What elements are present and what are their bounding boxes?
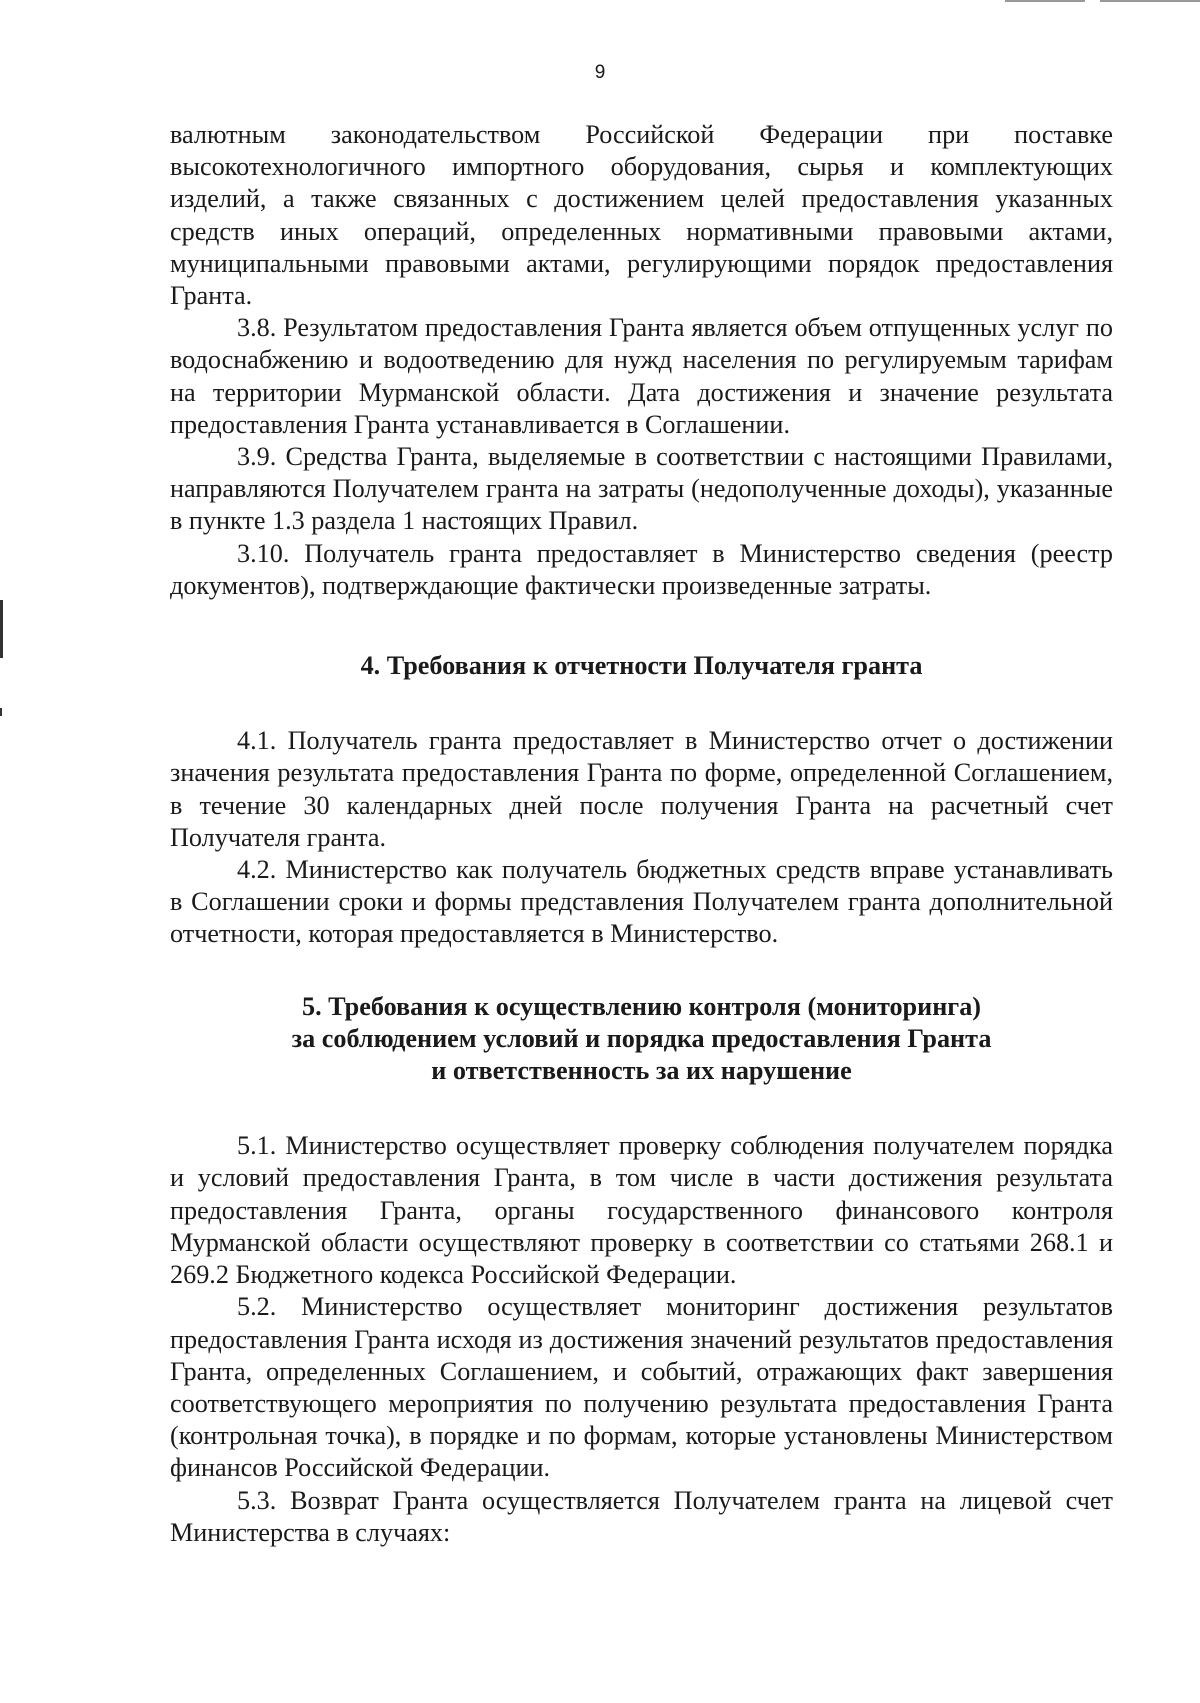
scan-artifact	[0, 600, 3, 658]
section-5-heading-line: и ответственность за их нарушение	[431, 1056, 852, 1086]
section-5-heading	[170, 991, 1113, 1088]
paragraph-continuation: валютным законодательством Российской Федерации при поставке высокотехнологичного импортного оборудования, сырья и комплектующих изделий, а также связанных с достижением целей предоставления указанных средств иных операций, определенных нормативными правовыми актами, муниципальными правовыми актами, регулирующими порядок предоставления Гранта.	[170, 120, 1113, 311]
paragraph-4-2: 4.2. Министерство как получатель бюджетных средств вправе устанавливать в Соглашении сроки и формы представления Получателем гранта дополнительной отчетности, которая предоставляется в Министерство.	[170, 855, 1113, 949]
paragraph-5-3: 5.3. Возврат Гранта осуществляется Получателем гранта на лицевой счет Министерства в случаях:	[170, 1485, 1113, 1547]
page-number: 9	[594, 62, 606, 83]
paragraph-3-10: 3.10. Получатель гранта предоставляет в Министерство сведения (реестр документов), подтверждающие фактически произведенные затраты.	[170, 538, 1113, 600]
document-body	[170, 119, 1113, 1549]
page-edge-mark	[1005, 0, 1085, 2]
section-4-heading: 4. Требования к отчетности Получателя гранта	[360, 651, 923, 681]
paragraph-3-9: 3.9. Средства Гранта, выделяемые в соответствии с настоящими Правилами, направляются Получателем гранта на затраты (недополученные доходы), указанные в пункте 1.3 раздела 1 настоящих Правил.	[170, 442, 1113, 536]
paragraph-4-1: 4.1. Получатель гранта предоставляет в Министерство отчет о достижении значения результата предоставления Гранта по форме, определенной Соглашением, в течение 30 календарных дней после получения Гранта на расчетный счет Получателя гранта.	[170, 726, 1113, 852]
scan-artifact	[0, 708, 2, 716]
paragraph-5-1: 5.1. Министерство осуществляет проверку соблюдения получателем порядка и условий предоставления Гранта, в том числе в части достижения результата предоставления Гранта, органы государственного финансового контроля Мурманской области осуществляют проверку в соответствии со статьями 268.1 и 269.2 Бюджетного кодекса Российской Федерации.	[170, 1131, 1113, 1290]
section-5-heading-line: за соблюдением условий и порядка предоставления Гранта	[291, 1023, 992, 1053]
page-edge-mark	[1100, 0, 1200, 2]
paragraph-5-2: 5.2. Министерство осуществляет мониторинг достижения результатов предоставления Гранта исходя из достижения значений результатов предоставления Гранта, определенных Соглашением, и событий, отражающих факт завершения соответствующего мероприятия по получению результата предоставления Гранта (контрольная точка), в порядке и по формам, которые установлены Министерством финансов Российской Федерации.	[170, 1292, 1113, 1483]
paragraph-3-8: 3.8. Результатом предоставления Гранта является объем отпущенных услуг по водоснабжению и водоотведению для нужд населения по регулируемым тарифам на территории Мурманской области. Дата достижения и значение результата предоставления Гранта устанавливается в Соглашении.	[170, 313, 1113, 439]
section-5-heading-line: 5. Требования к осуществлению контроля (мониторинга)	[301, 991, 982, 1021]
